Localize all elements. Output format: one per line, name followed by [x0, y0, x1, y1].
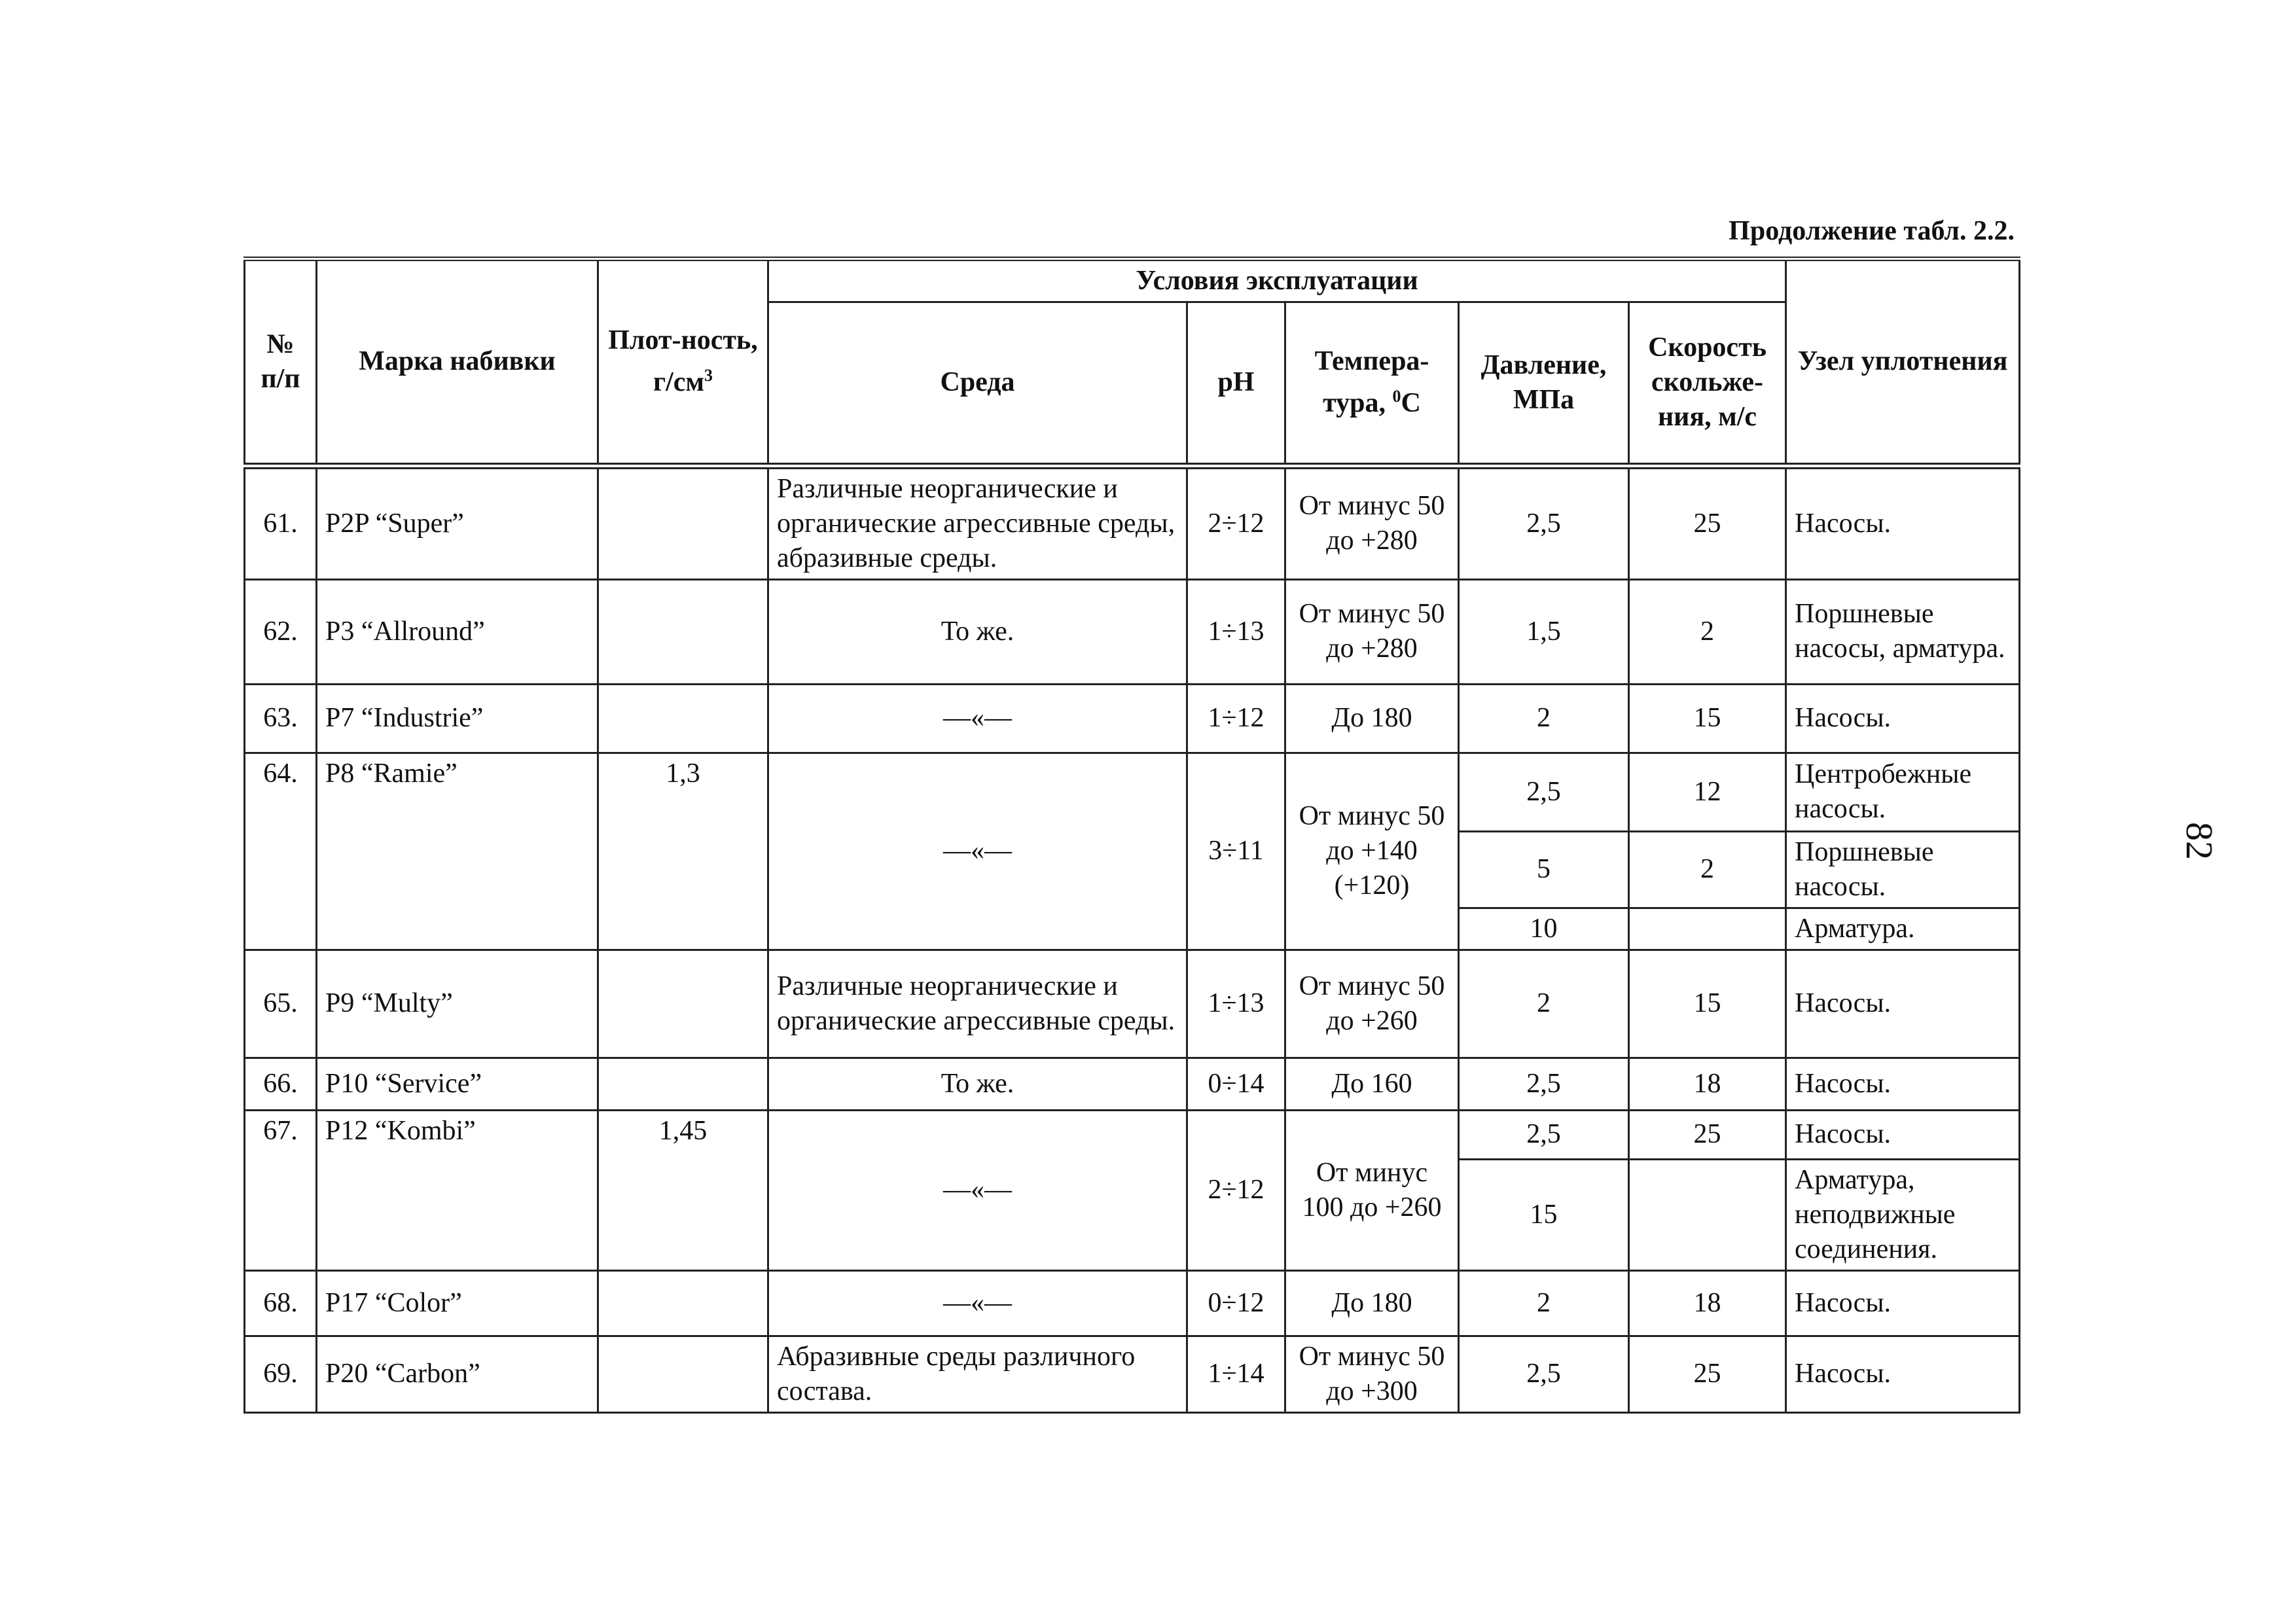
cell-speed: 15: [1629, 950, 1786, 1058]
table-row: [245, 466, 2020, 580]
cell-temp: От минус 50 до +280: [1285, 579, 1459, 684]
cell-temp: До 180: [1285, 1270, 1459, 1336]
cell-num: 66.: [245, 1058, 317, 1110]
cell-brand: P10 “Service”: [317, 1058, 598, 1110]
table-row: [245, 1270, 2020, 1336]
table-row: [245, 1110, 2020, 1159]
table-row: [245, 950, 2020, 1058]
cell-speed: [1629, 908, 1786, 950]
header-temperature: Темпера-тура, $^0$С: [1285, 302, 1459, 466]
cell-pressure: 2,5: [1459, 1336, 1629, 1412]
cell-node: Насосы.: [1786, 1058, 2020, 1110]
header-medium: Среда: [768, 302, 1187, 466]
cell-num: 63.: [245, 684, 317, 753]
cell-brand: P20 “Carbon”: [317, 1336, 598, 1412]
cell-temp: От минус 50 до +140 (+120): [1285, 753, 1459, 950]
cell-medium: —«—: [768, 684, 1187, 753]
header-brand: Марка набивки: [317, 259, 598, 466]
cell-pressure: 2: [1459, 684, 1629, 753]
cell-brand: P17 “Color”: [317, 1270, 598, 1336]
table-row: [245, 579, 2020, 684]
cell-speed: 25: [1629, 466, 1786, 580]
cell-node: Арматура, неподвижные соединения.: [1786, 1159, 2020, 1270]
cell-node: Насосы.: [1786, 1336, 2020, 1412]
cell-node: Насосы.: [1786, 466, 2020, 580]
cell-brand: P7 “Industrie”: [317, 684, 598, 753]
cell-brand: P2P “Super”: [317, 466, 598, 580]
cell-pressure: 15: [1459, 1159, 1629, 1270]
cell-density: [598, 950, 768, 1058]
cell-node: Насосы.: [1786, 1270, 2020, 1336]
cell-brand: P12 “Kombi”: [317, 1110, 598, 1270]
cell-node: Поршневые насосы, арматура.: [1786, 579, 2020, 684]
cell-speed: 18: [1629, 1058, 1786, 1110]
cell-medium: —«—: [768, 1270, 1187, 1336]
cell-brand: P9 “Multy”: [317, 950, 598, 1058]
cell-ph: 2÷12: [1187, 1110, 1285, 1270]
cell-density: 1,3: [598, 753, 768, 950]
header-node: Узел уплотнения: [1786, 259, 2020, 466]
cell-temp: От минус 50 до +300: [1285, 1336, 1459, 1412]
cell-pressure: 2,5: [1459, 1110, 1629, 1159]
cell-node: Центробежные насосы.: [1786, 753, 2020, 831]
packing-table: [243, 257, 2020, 1414]
cell-density: 1,45: [598, 1110, 768, 1270]
cell-medium: —«—: [768, 1110, 1187, 1270]
cell-brand: P3 “Allround”: [317, 579, 598, 684]
cell-node: Насосы.: [1786, 684, 2020, 753]
table-row: [245, 753, 2020, 831]
cell-temp: До 180: [1285, 684, 1459, 753]
cell-medium: То же.: [768, 579, 1187, 684]
cell-speed: 25: [1629, 1336, 1786, 1412]
cell-density: [598, 684, 768, 753]
cell-speed: 2: [1629, 831, 1786, 908]
cell-ph: 1÷13: [1187, 579, 1285, 684]
cell-ph: 1÷14: [1187, 1336, 1285, 1412]
cell-ph: 1÷13: [1187, 950, 1285, 1058]
cell-pressure: 2,5: [1459, 1058, 1629, 1110]
cell-pressure: 5: [1459, 831, 1629, 908]
cell-pressure: 2: [1459, 950, 1629, 1058]
cell-density: [598, 466, 768, 580]
cell-speed: 12: [1629, 753, 1786, 831]
cell-speed: [1629, 1159, 1786, 1270]
header-conditions: Условия эксплуатации: [768, 259, 1786, 302]
cell-num: 67.: [245, 1110, 317, 1270]
table-row: [245, 684, 2020, 753]
header-num: № п/п: [245, 259, 317, 466]
cell-density: [598, 1270, 768, 1336]
page-number: 82: [2178, 822, 2221, 860]
cell-num: 62.: [245, 579, 317, 684]
cell-num: 65.: [245, 950, 317, 1058]
cell-pressure: 2: [1459, 1270, 1629, 1336]
header-speed: Скорость скольже-ния, м/с: [1629, 302, 1786, 466]
cell-medium: То же.: [768, 1058, 1187, 1110]
cell-medium: Абразивные среды различного состава.: [768, 1336, 1187, 1412]
header-ph: pH: [1187, 302, 1285, 466]
cell-node: Насосы.: [1786, 1110, 2020, 1159]
cell-density: [598, 1058, 768, 1110]
cell-node: Арматура.: [1786, 908, 2020, 950]
header-density: Плот-ность, $г/см^3$: [598, 259, 768, 466]
cell-medium: Различные неорганические и органические агрессивные среды, абразивные среды.: [768, 466, 1187, 580]
table-row: [245, 1058, 2020, 1110]
cell-speed: 25: [1629, 1110, 1786, 1159]
cell-num: 68.: [245, 1270, 317, 1336]
cell-pressure: 10: [1459, 908, 1629, 950]
table-row: [245, 1336, 2020, 1412]
cell-temp: От минус 50 до +260: [1285, 950, 1459, 1058]
cell-ph: 2÷12: [1187, 466, 1285, 580]
cell-ph: 3÷11: [1187, 753, 1285, 950]
header-pressure: Давление, МПа: [1459, 302, 1629, 466]
cell-brand: P8 “Ramie”: [317, 753, 598, 950]
cell-pressure: 2,5: [1459, 753, 1629, 831]
header-row-1: [245, 259, 2020, 302]
cell-num: 64.: [245, 753, 317, 950]
cell-medium: Различные неорганические и органические агрессивные среды.: [768, 950, 1187, 1058]
cell-node: Насосы.: [1786, 950, 2020, 1058]
cell-node: Поршневые насосы.: [1786, 831, 2020, 908]
cell-temp: От минус 100 до +260: [1285, 1110, 1459, 1270]
cell-temp: До 160: [1285, 1058, 1459, 1110]
table-caption: Продолжение табл. 2.2.: [1729, 216, 2015, 246]
cell-ph: 0÷14: [1187, 1058, 1285, 1110]
cell-speed: 15: [1629, 684, 1786, 753]
cell-ph: 0÷12: [1187, 1270, 1285, 1336]
cell-ph: 1÷12: [1187, 684, 1285, 753]
cell-density: [598, 1336, 768, 1412]
cell-num: 61.: [245, 466, 317, 580]
cell-speed: 2: [1629, 579, 1786, 684]
cell-temp: От минус 50 до +280: [1285, 466, 1459, 580]
cell-pressure: 1,5: [1459, 579, 1629, 684]
cell-density: [598, 579, 768, 684]
cell-pressure: 2,5: [1459, 466, 1629, 580]
cell-speed: 18: [1629, 1270, 1786, 1336]
cell-medium: —«—: [768, 753, 1187, 950]
cell-num: 69.: [245, 1336, 317, 1412]
